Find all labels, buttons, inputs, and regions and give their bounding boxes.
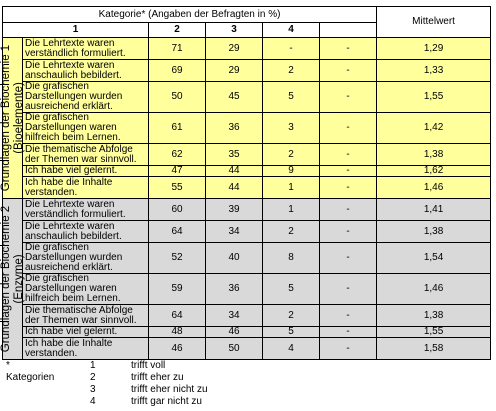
category-2-value: 45 bbox=[206, 82, 263, 113]
category-3-value: 9 bbox=[263, 166, 320, 177]
section-label bbox=[0, 41, 26, 196]
mean-value: 1,62 bbox=[377, 166, 491, 177]
mean-value: 1,46 bbox=[377, 274, 491, 305]
category-2-value: 40 bbox=[206, 243, 263, 274]
category-1-value: 61 bbox=[149, 113, 206, 144]
category-3-value: 4 bbox=[263, 338, 320, 360]
category-4-value: - bbox=[320, 82, 377, 113]
mean-value: 1,54 bbox=[377, 243, 491, 274]
table-row bbox=[3, 144, 491, 166]
category-4-value: - bbox=[320, 38, 377, 60]
category-3-value: - bbox=[263, 38, 320, 60]
section-subtitle: (Enzyme) bbox=[12, 254, 25, 304]
table-row bbox=[3, 60, 491, 82]
mean-value: 1,33 bbox=[377, 60, 491, 82]
table-row bbox=[3, 113, 491, 144]
category-2-value: 50 bbox=[206, 338, 263, 360]
category-2-value: 36 bbox=[206, 274, 263, 305]
table-row bbox=[3, 305, 491, 327]
category-4-value: - bbox=[320, 338, 377, 360]
category-3-value: 2 bbox=[263, 60, 320, 82]
table-row bbox=[3, 38, 491, 60]
category-1-value: 59 bbox=[149, 274, 206, 305]
category-1-value: 50 bbox=[149, 82, 206, 113]
category-4-value: - bbox=[320, 327, 377, 338]
mean-value: 1,38 bbox=[377, 144, 491, 166]
category-2-header: 2 bbox=[149, 23, 206, 38]
statement-cell: Die grafischen Darstellungen wurden ausreichend erklärt. bbox=[23, 82, 149, 113]
category-1-value: 71 bbox=[149, 38, 206, 60]
category-3-value: 5 bbox=[263, 274, 320, 305]
category-2-value: 34 bbox=[206, 221, 263, 243]
legend-description: trifft gar nicht zu bbox=[131, 396, 202, 407]
table-row bbox=[3, 199, 491, 221]
category-4-header: 4 bbox=[263, 23, 320, 38]
category-2-value: 39 bbox=[206, 199, 263, 221]
mean-value: 1,38 bbox=[377, 305, 491, 327]
statement-cell: Ich habe die Inhalte verstanden. bbox=[23, 338, 149, 360]
category-4-value: - bbox=[320, 274, 377, 305]
section-label-cell bbox=[0, 199, 25, 360]
statement-cell: Die Lehrtexte waren anschaulich bebildert. bbox=[23, 60, 149, 82]
category-3-value: 1 bbox=[263, 199, 320, 221]
category-2-value: 36 bbox=[206, 113, 263, 144]
category-3-value: 1 bbox=[263, 177, 320, 199]
category-4-value: - bbox=[320, 199, 377, 221]
category-2-value: 44 bbox=[206, 177, 263, 199]
table-row bbox=[3, 221, 491, 243]
category-1-header: 1 bbox=[3, 23, 149, 38]
category-4-value: - bbox=[320, 221, 377, 243]
category-1-value: 64 bbox=[149, 305, 206, 327]
legend-number: 1 bbox=[90, 360, 96, 371]
mean-value: 1,41 bbox=[377, 199, 491, 221]
category-3-value: 5 bbox=[263, 82, 320, 113]
category-3-value: 2 bbox=[263, 221, 320, 243]
statement-cell: Die Lehrtexte waren anschaulich bebildert. bbox=[23, 221, 149, 243]
category-1-value: 64 bbox=[149, 221, 206, 243]
table-row bbox=[3, 177, 491, 199]
category-4-value: - bbox=[320, 166, 377, 177]
statement-cell: Ich habe viel gelernt. bbox=[23, 327, 149, 338]
category-1-value: 46 bbox=[149, 338, 206, 360]
mean-value: 1,55 bbox=[377, 327, 491, 338]
category-4-value: - bbox=[320, 144, 377, 166]
section-title: Grundlagen der Biochemie 2 bbox=[0, 205, 12, 353]
mean-value: 1,29 bbox=[377, 38, 491, 60]
category-1-value: 55 bbox=[149, 177, 206, 199]
statement-cell: Die grafischen Darstellungen waren hilfreich beim Lernen. bbox=[23, 274, 149, 305]
table-row bbox=[3, 166, 491, 177]
table-row bbox=[3, 274, 491, 305]
category-4-value: - bbox=[320, 60, 377, 82]
table-row bbox=[3, 82, 491, 113]
table-row bbox=[3, 327, 491, 338]
statement-cell: Die thematische Abfolge der Themen war sinnvoll. bbox=[23, 305, 149, 327]
category-3-value: 5 bbox=[263, 327, 320, 338]
table-row bbox=[3, 338, 491, 360]
mean-value: 1,58 bbox=[377, 338, 491, 360]
category-1-value: 69 bbox=[149, 60, 206, 82]
statement-cell: Die thematische Abfolge der Themen war sinnvoll. bbox=[23, 144, 149, 166]
category-spacer bbox=[320, 23, 377, 38]
category-1-value: 48 bbox=[149, 327, 206, 338]
legend-number: 4 bbox=[90, 396, 96, 407]
statement-cell: Ich habe viel gelernt. bbox=[23, 166, 149, 177]
legend-title: * Kategorien bbox=[6, 360, 55, 383]
category-3-value: 2 bbox=[263, 305, 320, 327]
category-3-value: 2 bbox=[263, 144, 320, 166]
category-3-value: 3 bbox=[263, 113, 320, 144]
section-label-cell bbox=[0, 38, 25, 199]
legend-number: 3 bbox=[90, 384, 96, 395]
legend-number: 2 bbox=[90, 372, 96, 383]
section-subtitle: (Bioelemente) bbox=[12, 82, 25, 154]
statement-cell: Die grafischen Darstellungen wurden ausreichend erklärt. bbox=[23, 243, 149, 274]
survey-results-table bbox=[2, 6, 491, 360]
legend-description: trifft eher zu bbox=[131, 372, 184, 383]
statement-cell: Die Lehrtexte waren verständlich formuliert. bbox=[23, 199, 149, 221]
category-header: Kategorie* (Angaben der Befragten in %) bbox=[3, 7, 377, 23]
category-1-value: 47 bbox=[149, 166, 206, 177]
category-4-value: - bbox=[320, 177, 377, 199]
category-4-value: - bbox=[320, 243, 377, 274]
table-row bbox=[3, 243, 491, 274]
category-2-value: 34 bbox=[206, 305, 263, 327]
statement-cell: Die grafischen Darstellungen waren hilfreich beim Lernen. bbox=[23, 113, 149, 144]
category-2-value: 29 bbox=[206, 60, 263, 82]
legend-description: trifft eher nicht zu bbox=[131, 384, 208, 395]
section-title: Grundlagen der Biochemie 1 bbox=[0, 44, 12, 192]
category-2-value: 46 bbox=[206, 327, 263, 338]
mean-value: 1,46 bbox=[377, 177, 491, 199]
mean-value: 1,42 bbox=[377, 113, 491, 144]
section-label bbox=[0, 202, 26, 357]
header-row-title bbox=[3, 7, 491, 23]
category-4-value: - bbox=[320, 113, 377, 144]
statement-cell: Ich habe die Inhalte verstanden. bbox=[23, 177, 149, 199]
category-2-value: 29 bbox=[206, 38, 263, 60]
category-4-value: - bbox=[320, 305, 377, 327]
category-1-value: 60 bbox=[149, 199, 206, 221]
category-1-value: 52 bbox=[149, 243, 206, 274]
category-1-value: 62 bbox=[149, 144, 206, 166]
category-3-header: 3 bbox=[206, 23, 263, 38]
category-3-value: 8 bbox=[263, 243, 320, 274]
legend-description: trifft voll bbox=[131, 360, 166, 371]
category-2-value: 35 bbox=[206, 144, 263, 166]
mean-value: 1,38 bbox=[377, 221, 491, 243]
mean-header: Mittelwert bbox=[377, 7, 491, 38]
mean-value: 1,55 bbox=[377, 82, 491, 113]
category-2-value: 44 bbox=[206, 166, 263, 177]
statement-cell: Die Lehrtexte waren verständlich formuliert. bbox=[23, 38, 149, 60]
